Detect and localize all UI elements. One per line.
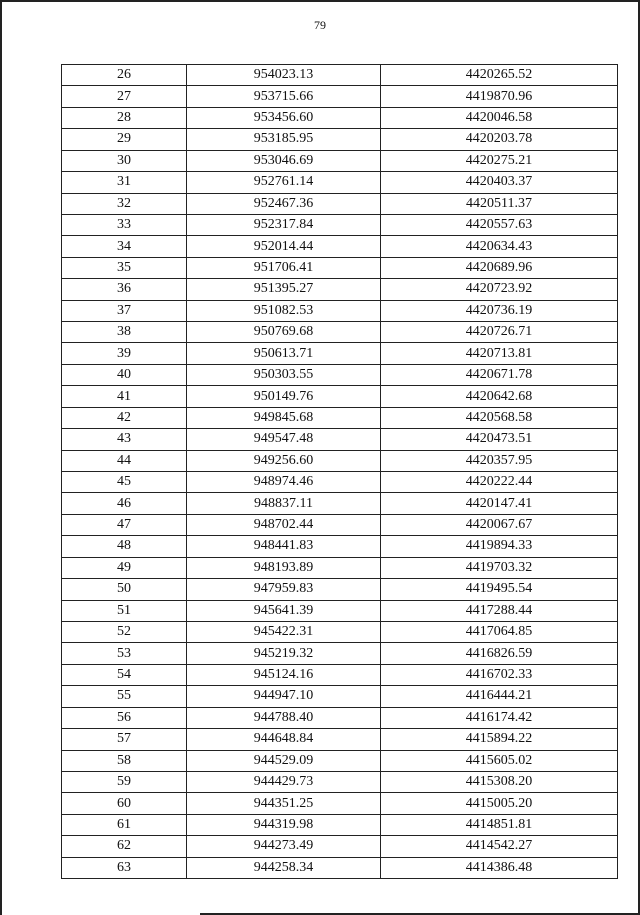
- point-number-cell: 34: [62, 236, 187, 257]
- table-row: [62, 707, 618, 728]
- x-coordinate-cell: 952317.84: [187, 214, 381, 235]
- point-number-cell: 33: [62, 214, 187, 235]
- x-coordinate-cell: 944429.73: [187, 771, 381, 792]
- x-coordinate-cell: 944319.98: [187, 814, 381, 835]
- point-number-cell: 52: [62, 621, 187, 642]
- table-row: [62, 279, 618, 300]
- point-number-cell: 61: [62, 814, 187, 835]
- point-number-cell: 50: [62, 579, 187, 600]
- x-coordinate-cell: 949547.48: [187, 429, 381, 450]
- table-row: [62, 407, 618, 428]
- point-number-cell: 36: [62, 279, 187, 300]
- y-coordinate-cell: 4415005.20: [381, 793, 618, 814]
- point-number-cell: 41: [62, 386, 187, 407]
- point-number-cell: 29: [62, 129, 187, 150]
- y-coordinate-cell: 4415894.22: [381, 729, 618, 750]
- x-coordinate-cell: 948702.44: [187, 514, 381, 535]
- y-coordinate-cell: 4415308.20: [381, 771, 618, 792]
- y-coordinate-cell: 4416174.42: [381, 707, 618, 728]
- y-coordinate-cell: 4420642.68: [381, 386, 618, 407]
- x-coordinate-cell: 950149.76: [187, 386, 381, 407]
- point-number-cell: 26: [62, 65, 187, 86]
- x-coordinate-cell: 948441.83: [187, 536, 381, 557]
- y-coordinate-cell: 4420557.63: [381, 214, 618, 235]
- y-coordinate-cell: 4420568.58: [381, 407, 618, 428]
- point-number-cell: 28: [62, 107, 187, 128]
- table-row: [62, 257, 618, 278]
- point-number-cell: 51: [62, 600, 187, 621]
- x-coordinate-cell: 945219.32: [187, 643, 381, 664]
- table-row: [62, 514, 618, 535]
- y-coordinate-cell: 4414542.27: [381, 836, 618, 857]
- x-coordinate-cell: 948193.89: [187, 557, 381, 578]
- x-coordinate-cell: 944273.49: [187, 836, 381, 857]
- table-row: [62, 621, 618, 642]
- point-number-cell: 37: [62, 300, 187, 321]
- point-number-cell: 42: [62, 407, 187, 428]
- y-coordinate-cell: 4420275.21: [381, 150, 618, 171]
- x-coordinate-cell: 953456.60: [187, 107, 381, 128]
- table-row: [62, 493, 618, 514]
- y-coordinate-cell: 4415605.02: [381, 750, 618, 771]
- x-coordinate-cell: 951395.27: [187, 279, 381, 300]
- y-coordinate-cell: 4420726.71: [381, 322, 618, 343]
- y-coordinate-cell: 4416444.21: [381, 686, 618, 707]
- x-coordinate-cell: 944648.84: [187, 729, 381, 750]
- point-number-cell: 43: [62, 429, 187, 450]
- table-row: [62, 429, 618, 450]
- x-coordinate-cell: 953046.69: [187, 150, 381, 171]
- table-row: [62, 386, 618, 407]
- y-coordinate-cell: 4419495.54: [381, 579, 618, 600]
- point-number-cell: 58: [62, 750, 187, 771]
- table-row: [62, 322, 618, 343]
- x-coordinate-cell: 950769.68: [187, 322, 381, 343]
- point-number-cell: 56: [62, 707, 187, 728]
- table-row: [62, 750, 618, 771]
- table-row: [62, 771, 618, 792]
- table-row: [62, 300, 618, 321]
- page-number: 79: [314, 18, 326, 32]
- y-coordinate-cell: 4420265.52: [381, 65, 618, 86]
- x-coordinate-cell: 949845.68: [187, 407, 381, 428]
- y-coordinate-cell: 4420147.41: [381, 493, 618, 514]
- x-coordinate-cell: 944258.34: [187, 857, 381, 878]
- point-number-cell: 27: [62, 86, 187, 107]
- x-coordinate-cell: 950303.55: [187, 364, 381, 385]
- x-coordinate-cell: 947959.83: [187, 579, 381, 600]
- point-number-cell: 48: [62, 536, 187, 557]
- x-coordinate-cell: 945124.16: [187, 664, 381, 685]
- y-coordinate-cell: 4420671.78: [381, 364, 618, 385]
- x-coordinate-cell: 945422.31: [187, 621, 381, 642]
- y-coordinate-cell: 4420473.51: [381, 429, 618, 450]
- point-number-cell: 44: [62, 450, 187, 471]
- x-coordinate-cell: 948837.11: [187, 493, 381, 514]
- coordinates-table-body: [62, 65, 618, 879]
- y-coordinate-cell: 4414386.48: [381, 857, 618, 878]
- table-row: [62, 236, 618, 257]
- x-coordinate-cell: 952467.36: [187, 193, 381, 214]
- y-coordinate-cell: 4420222.44: [381, 472, 618, 493]
- y-coordinate-cell: 4414851.81: [381, 814, 618, 835]
- y-coordinate-cell: 4417288.44: [381, 600, 618, 621]
- x-coordinate-cell: 952761.14: [187, 172, 381, 193]
- y-coordinate-cell: 4420723.92: [381, 279, 618, 300]
- point-number-cell: 55: [62, 686, 187, 707]
- point-number-cell: 30: [62, 150, 187, 171]
- x-coordinate-cell: 952014.44: [187, 236, 381, 257]
- table-row: [62, 536, 618, 557]
- x-coordinate-cell: 953715.66: [187, 86, 381, 107]
- point-number-cell: 39: [62, 343, 187, 364]
- point-number-cell: 54: [62, 664, 187, 685]
- y-coordinate-cell: 4420357.95: [381, 450, 618, 471]
- y-coordinate-cell: 4420403.37: [381, 172, 618, 193]
- y-coordinate-cell: 4420736.19: [381, 300, 618, 321]
- table-row: [62, 557, 618, 578]
- table-row: [62, 600, 618, 621]
- point-number-cell: 63: [62, 857, 187, 878]
- x-coordinate-cell: 948974.46: [187, 472, 381, 493]
- y-coordinate-cell: 4419870.96: [381, 86, 618, 107]
- table-row: [62, 857, 618, 878]
- x-coordinate-cell: 951706.41: [187, 257, 381, 278]
- y-coordinate-cell: 4420511.37: [381, 193, 618, 214]
- y-coordinate-cell: 4419894.33: [381, 536, 618, 557]
- y-coordinate-cell: 4420634.43: [381, 236, 618, 257]
- point-number-cell: 40: [62, 364, 187, 385]
- point-number-cell: 53: [62, 643, 187, 664]
- x-coordinate-cell: 951082.53: [187, 300, 381, 321]
- y-coordinate-cell: 4420046.58: [381, 107, 618, 128]
- point-number-cell: 47: [62, 514, 187, 535]
- table-row: [62, 579, 618, 600]
- table-row: [62, 814, 618, 835]
- page-border-top: [0, 0, 640, 2]
- table-row: [62, 450, 618, 471]
- table-row: [62, 86, 618, 107]
- point-number-cell: 35: [62, 257, 187, 278]
- point-number-cell: 62: [62, 836, 187, 857]
- y-coordinate-cell: 4420203.78: [381, 129, 618, 150]
- y-coordinate-cell: 4416702.33: [381, 664, 618, 685]
- table-row: [62, 793, 618, 814]
- x-coordinate-cell: 949256.60: [187, 450, 381, 471]
- table-row: [62, 343, 618, 364]
- point-number-cell: 60: [62, 793, 187, 814]
- table-row: [62, 107, 618, 128]
- table-row: [62, 150, 618, 171]
- point-number-cell: 31: [62, 172, 187, 193]
- y-coordinate-cell: 4420689.96: [381, 257, 618, 278]
- table-row: [62, 643, 618, 664]
- point-number-cell: 38: [62, 322, 187, 343]
- table-row: [62, 193, 618, 214]
- point-number-cell: 46: [62, 493, 187, 514]
- point-number-cell: 45: [62, 472, 187, 493]
- x-coordinate-cell: 944529.09: [187, 750, 381, 771]
- point-number-cell: 59: [62, 771, 187, 792]
- point-number-cell: 49: [62, 557, 187, 578]
- table-row: [62, 472, 618, 493]
- point-number-cell: 32: [62, 193, 187, 214]
- x-coordinate-cell: 953185.95: [187, 129, 381, 150]
- table-row: [62, 214, 618, 235]
- table-row: [62, 836, 618, 857]
- table-row: [62, 686, 618, 707]
- x-coordinate-cell: 944788.40: [187, 707, 381, 728]
- table-row: [62, 664, 618, 685]
- y-coordinate-cell: 4420067.67: [381, 514, 618, 535]
- x-coordinate-cell: 950613.71: [187, 343, 381, 364]
- y-coordinate-cell: 4416826.59: [381, 643, 618, 664]
- x-coordinate-cell: 944351.25: [187, 793, 381, 814]
- table-row: [62, 729, 618, 750]
- table-row: [62, 65, 618, 86]
- point-number-cell: 57: [62, 729, 187, 750]
- table-row: [62, 129, 618, 150]
- page-border-left: [0, 0, 2, 915]
- y-coordinate-cell: 4419703.32: [381, 557, 618, 578]
- table-row: [62, 364, 618, 385]
- coordinates-table: [61, 64, 618, 879]
- y-coordinate-cell: 4417064.85: [381, 621, 618, 642]
- x-coordinate-cell: 944947.10: [187, 686, 381, 707]
- y-coordinate-cell: 4420713.81: [381, 343, 618, 364]
- x-coordinate-cell: 945641.39: [187, 600, 381, 621]
- x-coordinate-cell: 954023.13: [187, 65, 381, 86]
- table-row: [62, 172, 618, 193]
